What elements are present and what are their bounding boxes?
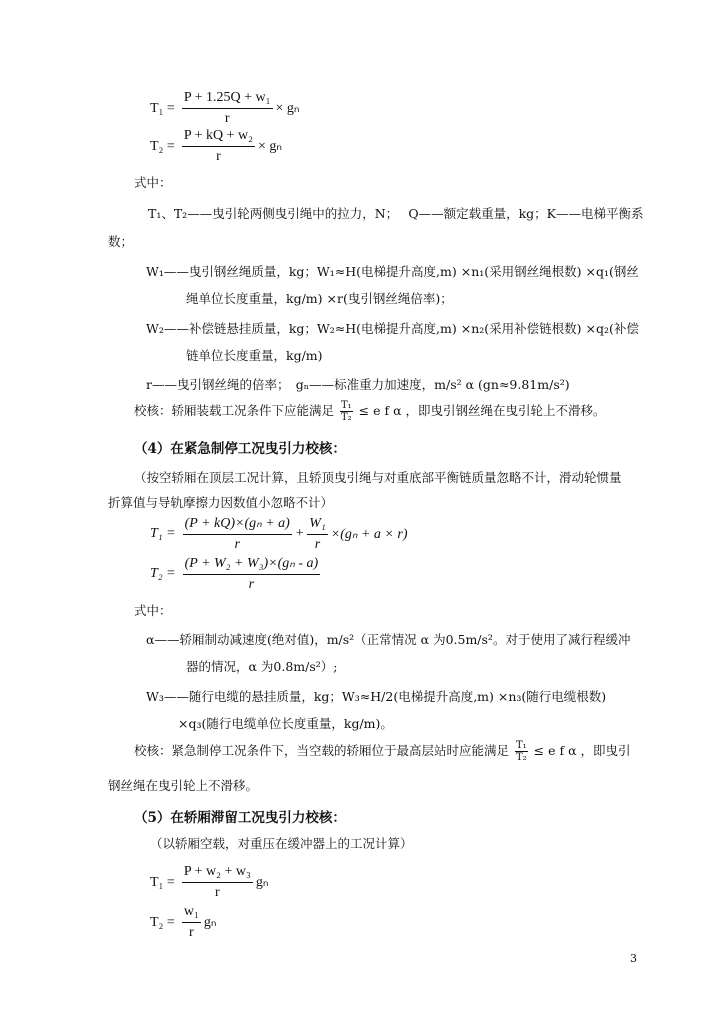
definition-line: ×q₃(随行电缆单位长度重量，kg/m)。: [178, 716, 393, 731]
note-line: 折算值与导轨摩擦力因数值小忽略不计）: [108, 495, 334, 510]
where-label: 式中：: [134, 175, 172, 190]
fraction-denominator: r: [234, 537, 240, 552]
formula-lhs: T₁ =: [150, 100, 175, 116]
fraction: [183, 555, 321, 593]
formula-t1-stall: [150, 864, 268, 901]
check-line-continued: 钢丝绳在曳引轮上不滑移。: [108, 778, 259, 793]
ratio-numerator: T₁: [341, 400, 352, 411]
fraction: [182, 904, 201, 941]
formula-lhs: T₂ =: [150, 914, 175, 930]
fraction-denominator: r: [224, 111, 230, 126]
formula-rhs: × gₙ: [258, 139, 282, 154]
ratio-denominator: T₂: [341, 412, 352, 423]
fraction-numerator: (P + kQ)×(gₙ + a): [183, 515, 292, 535]
ratio-fraction: [340, 400, 353, 423]
formula-rhs: gₙ: [255, 875, 269, 890]
fraction-denominator: r: [216, 149, 221, 164]
formula-lhs: T₂ =: [150, 566, 176, 581]
formula-rhs: gₙ: [203, 915, 217, 930]
definition-line: W₃——随行电缆的悬挂质量，kg；W₃≈H/2(电梯提升高度,m) ×n₃(随行电缆根数): [146, 689, 607, 704]
definition-line: 链单位长度重量，kg/m): [186, 348, 323, 363]
check-text: ≤ e f α ，即曳引钢丝绳在曳引轮上不滑移。: [358, 403, 606, 418]
fraction: [182, 864, 253, 901]
definition-line: 绳单位长度重量，kg/m) ×r(曳引钢丝绳倍率)；: [186, 291, 453, 306]
fraction: [307, 516, 328, 553]
fraction: [182, 90, 273, 127]
formula-lhs: T₂ =: [150, 138, 175, 154]
fraction: [182, 128, 255, 165]
fraction-numerator: W₁: [307, 516, 328, 535]
definition-line: 数；: [108, 234, 134, 249]
note-line: （以轿厢空载，对重压在缓冲器上的工况计算）: [150, 836, 413, 851]
formula-t1-emergency: [150, 515, 408, 553]
definition-line: 器的情况，α 为0.8m/s²）;: [186, 659, 338, 674]
check-text: ≤ e f α ，即曳引: [533, 743, 631, 758]
fraction: [183, 515, 292, 553]
fraction-numerator: P + 1.25Q + w₁: [182, 90, 273, 109]
where-label: 式中：: [134, 603, 172, 618]
fraction-denominator: r: [215, 885, 220, 900]
section-heading: （5）在轿厢滞留工况曳引力校核：: [134, 810, 346, 826]
section-heading: （4）在紧急制停工况曳引力校核：: [134, 441, 346, 457]
check-line: [134, 400, 606, 423]
formula-t2-emergency: [150, 555, 323, 593]
definition-line: r——曳引钢丝绳的倍率； gₙ——标准重力加速度，m/s² α (gn≈9.81m/s²): [146, 377, 570, 392]
ratio-numerator: T₁: [516, 740, 527, 751]
fraction-numerator: P + w₂ + w₃: [182, 864, 253, 883]
formula-rhs: × gₙ: [275, 101, 300, 116]
definition-line: W₁——曳引钢丝绳质量，kg；W₁≈H(电梯提升高度,m) ×n₁(采用钢丝绳根数) ×q₁(钢丝: [146, 264, 639, 279]
check-text: 校核：轿厢装载工况条件下应能满足: [134, 403, 335, 418]
ratio-denominator: T₂: [516, 752, 527, 763]
formula-lhs: T₁ =: [150, 526, 176, 541]
fraction-numerator: w₁: [182, 904, 201, 923]
note-line: （按空轿厢在顶层工况计算，且轿顶曳引绳与对重底部平衡链质量忽略不计，滑动轮惯量: [134, 470, 622, 485]
fraction-numerator: P + kQ + w₂: [182, 128, 255, 147]
check-text: 校核：紧急制停工况条件下，当空载的轿厢位于最高层站时应能满足: [134, 743, 510, 758]
formula-t2-stall: [150, 904, 216, 941]
formula-t1-static: [150, 90, 299, 127]
definition-line: T₁、T₂——曳引轮两侧曳引绳中的拉力，N； Q——额定载重量，kg；K——电梯平衡系: [148, 206, 644, 221]
plus-sign: +: [294, 526, 305, 541]
page-number: 3: [630, 952, 637, 965]
fraction-denominator: r: [248, 577, 255, 592]
definition-line: α——轿厢制动减速度(绝对值)，m/s²（正常情况 α 为0.5m/s²。对于使用了减行程缓冲: [146, 632, 631, 647]
fraction-numerator: (P + W₂ + W₃)×(gₙ - a): [183, 555, 321, 575]
check-line: [134, 740, 631, 763]
formula-rhs: ×(gₙ + a × r): [330, 526, 408, 542]
formula-t2-static: [150, 128, 282, 165]
definition-line: W₂——补偿链悬挂质量，kg；W₂≈H(电梯提升高度,m) ×n₂(采用补偿链根数) ×q₂(补偿: [146, 321, 639, 336]
formula-lhs: T₁ =: [150, 874, 175, 890]
fraction-denominator: r: [314, 536, 321, 552]
fraction-denominator: r: [188, 925, 194, 940]
ratio-fraction: [515, 740, 528, 763]
